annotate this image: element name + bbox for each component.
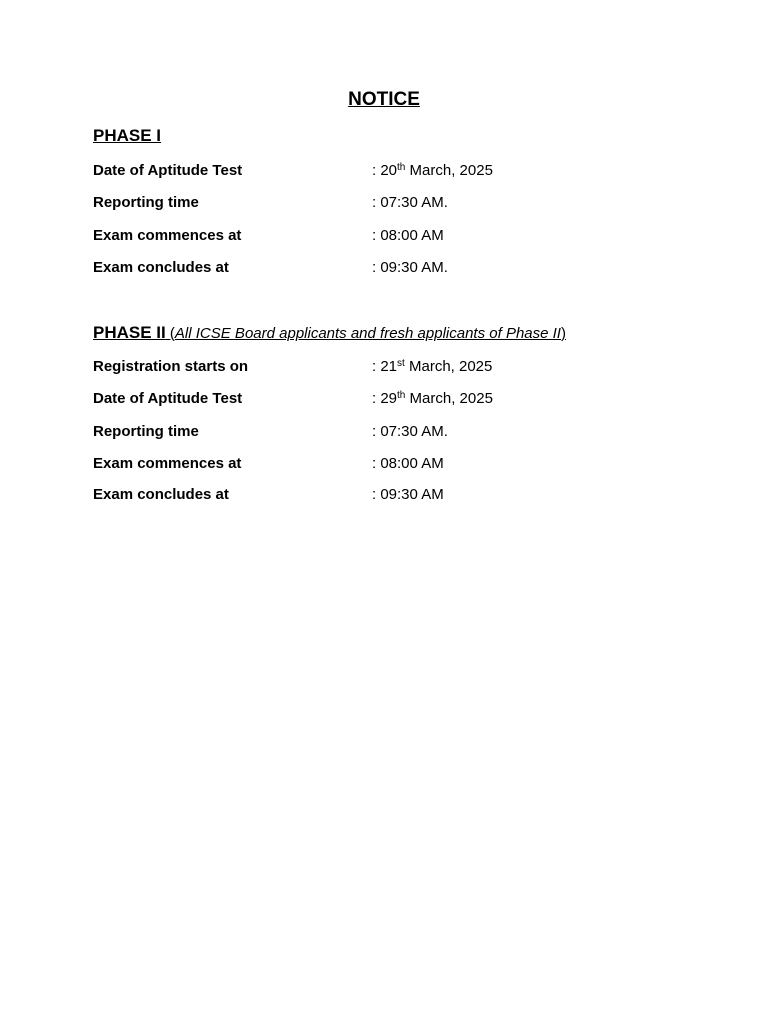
phase-1-row-exam-concludes <box>93 259 693 279</box>
phase-1-row-exam-commences <box>93 227 693 247</box>
phase-2-row-exam-commences <box>93 455 693 475</box>
row-value: : 09:30 AM <box>372 486 444 503</box>
phase-2-row-exam-concludes <box>93 486 693 506</box>
row-label: Reporting time <box>93 423 199 440</box>
row-label: Date of Aptitude Test <box>93 162 243 179</box>
notice-title <box>0 89 768 111</box>
phase-1-row-reporting-time <box>93 194 693 214</box>
row-value: : 29th March, 2025 <box>372 390 493 407</box>
row-value: : 20th March, 2025 <box>372 162 493 179</box>
row-value: : 08:00 AM <box>372 455 444 472</box>
row-value: : 07:30 AM. <box>372 423 448 440</box>
notice-title-text: NOTICE <box>348 89 420 110</box>
phase-2-heading <box>93 323 566 343</box>
row-label: Exam commences at <box>93 227 242 244</box>
row-label: Exam concludes at <box>93 259 229 276</box>
row-value: : 21st March, 2025 <box>372 358 493 375</box>
row-label: Reporting time <box>93 194 199 211</box>
row-value: : 07:30 AM. <box>372 194 448 211</box>
phase-2-title: PHASE II <box>93 323 166 342</box>
phase-2-note-wrap: (All ICSE Board applicants and fresh applicants of Phase II) <box>165 325 566 342</box>
phase-2-row-registration-start <box>93 358 693 378</box>
row-label: Date of Aptitude Test <box>93 390 243 407</box>
phase-2-row-reporting-time <box>93 423 693 443</box>
row-value: : 09:30 AM. <box>372 259 448 276</box>
row-label: Exam concludes at <box>93 486 229 503</box>
phase-1-heading <box>93 126 161 146</box>
phase-1-row-aptitude-date <box>93 162 693 182</box>
phase-2-note: All ICSE Board applicants and fresh applicants of Phase II <box>174 325 561 342</box>
row-label: Exam commences at <box>93 455 242 472</box>
row-value: : 08:00 AM <box>372 227 444 244</box>
row-label: Registration starts on <box>93 358 249 375</box>
phase-1-title: PHASE I <box>93 126 162 145</box>
phase-2-row-aptitude-date <box>93 390 693 410</box>
